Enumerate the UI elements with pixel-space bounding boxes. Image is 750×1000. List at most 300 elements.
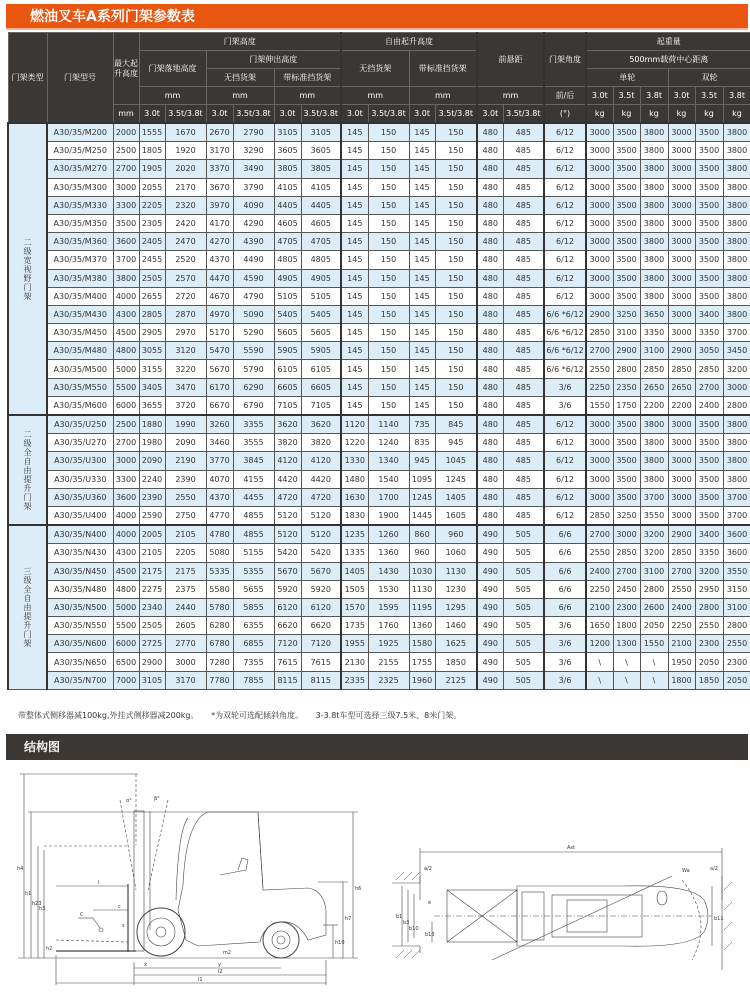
value-cell: 6/12 xyxy=(544,196,586,214)
dim-e: e xyxy=(428,900,432,906)
value-cell: 2550 xyxy=(586,544,613,562)
table-row xyxy=(8,233,750,251)
mast-model-cell: A30/35/N600 xyxy=(47,635,113,653)
value-cell: 3500 xyxy=(695,506,723,525)
value-cell: 6/12 xyxy=(544,160,586,178)
value-cell: 2350 xyxy=(613,378,640,396)
value-cell: 145 xyxy=(341,142,368,160)
value-cell: 485 xyxy=(503,233,544,251)
table-row xyxy=(8,342,750,360)
value-cell: 3000 xyxy=(586,214,613,232)
value-cell: 3500 xyxy=(695,123,723,142)
value-cell: 480 xyxy=(477,142,503,160)
value-cell: 3500 xyxy=(613,434,640,452)
value-cell: 1905 xyxy=(139,160,165,178)
value-cell: 3800 xyxy=(723,214,750,232)
value-cell: 1120 xyxy=(341,415,368,434)
value-cell: 1060 xyxy=(435,544,477,562)
value-cell: 485 xyxy=(503,287,544,305)
value-cell: 150 xyxy=(368,178,409,196)
value-cell: 3800 xyxy=(640,142,668,160)
value-cell: 480 xyxy=(477,415,503,434)
value-cell: 1200 xyxy=(586,635,613,653)
value-cell: 4120 xyxy=(301,452,341,470)
mast-spec-table xyxy=(7,32,750,690)
value-cell: 5335 xyxy=(206,562,233,580)
value-cell: 3700 xyxy=(640,488,668,506)
dim-b11: b11 xyxy=(714,916,724,922)
value-cell: 3500 xyxy=(613,470,640,488)
value-cell: 3490 xyxy=(233,160,274,178)
footnote-side-shifter: 带整体式侧移器减100kg,外挂式侧移器减200kg。 xyxy=(18,711,199,720)
col-mast-model: 门架型号 xyxy=(47,33,113,124)
value-cell: 2455 xyxy=(139,251,165,269)
value-cell: 1480 xyxy=(341,470,368,488)
value-cell: 4390 xyxy=(233,233,274,251)
table-row xyxy=(8,251,750,269)
value-cell: 5670 xyxy=(206,360,233,378)
value-cell: 485 xyxy=(503,160,544,178)
value-cell: 485 xyxy=(503,123,544,142)
value-cell: 2100 xyxy=(668,635,695,653)
value-cell: 4470 xyxy=(206,269,233,287)
value-cell: 145 xyxy=(409,178,435,196)
value-cell: 5090 xyxy=(233,305,274,323)
table-row xyxy=(8,452,750,470)
value-cell: 3000 xyxy=(586,142,613,160)
value-cell: 480 xyxy=(477,396,503,415)
value-cell: 2905 xyxy=(139,324,165,342)
value-cell: 2325 xyxy=(368,671,409,689)
value-cell: 480 xyxy=(477,160,503,178)
value-cell: 6290 xyxy=(233,378,274,396)
value-cell: 3350 xyxy=(640,324,668,342)
value-cell: 2790 xyxy=(233,123,274,142)
value-cell: 2400 xyxy=(586,562,613,580)
unit-kg: kg xyxy=(586,105,613,124)
value-cell: 1235 xyxy=(341,525,368,544)
value-cell: 3800 xyxy=(723,269,750,287)
value-cell: 1760 xyxy=(368,617,409,635)
value-cell: 2250 xyxy=(668,617,695,635)
value-cell: 7355 xyxy=(233,653,274,671)
value-cell: 485 xyxy=(503,415,544,434)
value-cell: 1950 xyxy=(668,653,695,671)
value-cell: 3800 xyxy=(640,287,668,305)
dim-h3: h3 xyxy=(39,906,46,912)
value-cell: 2100 xyxy=(586,598,613,616)
value-cell: 4090 xyxy=(233,196,274,214)
value-cell: 3800 xyxy=(723,160,750,178)
value-cell: 2170 xyxy=(165,178,206,196)
value-cell: 1220 xyxy=(341,434,368,452)
value-cell: 3000 xyxy=(586,415,613,434)
value-cell: 145 xyxy=(341,251,368,269)
value-cell: 145 xyxy=(409,305,435,323)
value-cell: 1405 xyxy=(435,488,477,506)
value-cell: 145 xyxy=(409,378,435,396)
value-cell: 480 xyxy=(477,123,503,142)
value-cell: 145 xyxy=(409,324,435,342)
value-cell: 2300 xyxy=(723,653,750,671)
table-row xyxy=(8,142,750,160)
value-cell: 2800 xyxy=(723,617,750,635)
value-cell: 2605 xyxy=(165,617,206,635)
value-cell: 3290 xyxy=(233,142,274,160)
value-cell: 7000 xyxy=(113,671,139,689)
value-cell: 3100 xyxy=(613,324,640,342)
mast-model-cell: A30/35/U330 xyxy=(47,470,113,488)
value-cell: 1650 xyxy=(586,617,613,635)
value-cell: 2450 xyxy=(613,580,640,598)
value-cell: 1570 xyxy=(341,598,368,616)
value-cell: 3000 xyxy=(113,178,139,196)
value-cell: 2500 xyxy=(113,415,139,434)
value-cell: 5405 xyxy=(301,305,341,323)
value-cell: \ xyxy=(586,671,613,689)
value-cell: 5000 xyxy=(113,360,139,378)
dim-m2: m2 xyxy=(223,950,232,956)
value-cell: 3355 xyxy=(233,415,274,434)
value-cell: 2550 xyxy=(723,635,750,653)
value-cell: 3550 xyxy=(640,506,668,525)
value-cell: 7120 xyxy=(274,635,301,653)
col-mast-type: 门架类型 xyxy=(8,33,47,124)
value-cell: 145 xyxy=(409,251,435,269)
value-cell: 2420 xyxy=(165,214,206,232)
value-cell: 2470 xyxy=(165,233,206,251)
value-cell: 4070 xyxy=(206,470,233,488)
value-cell: 3500 xyxy=(613,415,640,434)
col-mast-angle: 门架角度 xyxy=(544,33,586,87)
value-cell: 2320 xyxy=(165,196,206,214)
value-cell: 1960 xyxy=(409,671,435,689)
value-cell: 1140 xyxy=(368,415,409,434)
value-cell: 480 xyxy=(477,178,503,196)
value-cell: 6105 xyxy=(274,360,301,378)
value-cell: 6/6 *6/12 xyxy=(544,342,586,360)
value-cell: 5655 xyxy=(233,580,274,598)
dim-h23: h23 xyxy=(32,901,42,907)
value-cell: 6/12 xyxy=(544,452,586,470)
value-cell: 3600 xyxy=(113,233,139,251)
value-cell: 150 xyxy=(435,214,477,232)
ton-3-5-3-8: 3.5t/3.8t xyxy=(503,105,544,124)
value-cell: 150 xyxy=(435,160,477,178)
value-cell: 5290 xyxy=(233,324,274,342)
value-cell: 150 xyxy=(435,360,477,378)
value-cell: 1330 xyxy=(341,452,368,470)
value-cell: 6/12 xyxy=(544,415,586,434)
value-cell: 1530 xyxy=(368,580,409,598)
value-cell: 5420 xyxy=(274,544,301,562)
value-cell: 4770 xyxy=(206,506,233,525)
value-cell: 505 xyxy=(503,635,544,653)
value-cell: 6/12 xyxy=(544,287,586,305)
value-cell: 5420 xyxy=(301,544,341,562)
value-cell: 485 xyxy=(503,269,544,287)
mast-model-cell: A30/35/M430 xyxy=(47,305,113,323)
value-cell: 6/12 xyxy=(544,178,586,196)
value-cell: 4780 xyxy=(206,525,233,544)
value-cell: 3100 xyxy=(723,598,750,616)
value-cell: 3000 xyxy=(586,160,613,178)
value-cell: 2505 xyxy=(139,617,165,635)
col-free-no-backrest: 无挡货架 xyxy=(341,51,409,87)
value-cell: 3500 xyxy=(613,452,640,470)
value-cell: 2770 xyxy=(165,635,206,653)
value-cell: 2700 xyxy=(695,378,723,396)
dim-ast: Ast xyxy=(567,845,575,851)
mast-model-cell: A30/35/N430 xyxy=(47,544,113,562)
value-cell: 6/6 xyxy=(544,562,586,580)
value-cell: 150 xyxy=(368,142,409,160)
value-cell: 2500 xyxy=(113,142,139,160)
value-cell: 6000 xyxy=(113,396,139,415)
mast-model-cell: A30/35/M300 xyxy=(47,178,113,196)
value-cell: 8115 xyxy=(274,671,301,689)
value-cell: 2950 xyxy=(695,580,723,598)
value-cell: 6/6 *6/12 xyxy=(544,305,586,323)
value-cell: 2400 xyxy=(668,598,695,616)
value-cell: 3500 xyxy=(613,142,640,160)
mast-model-cell: A30/35/N550 xyxy=(47,617,113,635)
value-cell: 3000 xyxy=(586,251,613,269)
value-cell: 2105 xyxy=(139,544,165,562)
value-cell: \ xyxy=(640,653,668,671)
value-cell: 1880 xyxy=(139,415,165,434)
value-cell: 4105 xyxy=(301,178,341,196)
value-cell: 145 xyxy=(409,214,435,232)
value-cell: 480 xyxy=(477,251,503,269)
value-cell: 3000 xyxy=(668,415,695,434)
value-cell: 3370 xyxy=(206,160,233,178)
ton-3-8: 3.8t xyxy=(640,87,668,105)
value-cell: 3800 xyxy=(640,434,668,452)
value-cell: 3800 xyxy=(723,415,750,434)
value-cell: 480 xyxy=(477,506,503,525)
value-cell: 5105 xyxy=(301,287,341,305)
value-cell: 3000 xyxy=(668,506,695,525)
table-row xyxy=(8,525,750,544)
value-cell: 3500 xyxy=(695,452,723,470)
value-cell: 4705 xyxy=(301,233,341,251)
value-cell: 4590 xyxy=(233,269,274,287)
value-cell: 505 xyxy=(503,653,544,671)
value-cell: 3055 xyxy=(139,342,165,360)
value-cell: 2000 xyxy=(113,123,139,142)
mast-model-cell: A30/35/N500 xyxy=(47,598,113,616)
value-cell: 3620 xyxy=(274,415,301,434)
value-cell: 4290 xyxy=(233,214,274,232)
value-cell: 3000 xyxy=(668,488,695,506)
value-cell: 505 xyxy=(503,671,544,689)
unit-mm: mm xyxy=(139,87,206,105)
value-cell: 150 xyxy=(435,396,477,415)
value-cell: 145 xyxy=(341,269,368,287)
value-cell: 3600 xyxy=(113,488,139,506)
value-cell: 150 xyxy=(368,123,409,142)
value-cell: 2650 xyxy=(640,378,668,396)
value-cell: 5120 xyxy=(274,525,301,544)
value-cell: 4300 xyxy=(113,544,139,562)
value-cell: 2505 xyxy=(139,269,165,287)
side-view-drawing xyxy=(8,770,378,995)
value-cell: 6/6 xyxy=(544,598,586,616)
mast-model-cell: A30/35/M450 xyxy=(47,324,113,342)
unit-degree: (°) xyxy=(544,105,586,124)
value-cell: 485 xyxy=(503,251,544,269)
value-cell: 2850 xyxy=(695,360,723,378)
dim-a2-right: a/2 xyxy=(710,866,718,872)
value-cell: 3805 xyxy=(274,160,301,178)
value-cell: 3800 xyxy=(723,305,750,323)
value-cell: 2405 xyxy=(139,233,165,251)
col-free-lift: 自由起升高度 xyxy=(341,33,477,51)
value-cell: 3/6 xyxy=(544,378,586,396)
col-front-overhang: 前悬距 xyxy=(477,33,544,87)
mast-model-cell: A30/35/U400 xyxy=(47,506,113,525)
value-cell: 3700 xyxy=(723,324,750,342)
dim-b10: b10 xyxy=(409,926,419,932)
table-row xyxy=(8,378,750,396)
value-cell: 6355 xyxy=(233,617,274,635)
value-cell: 5920 xyxy=(274,580,301,598)
value-cell: 4500 xyxy=(113,562,139,580)
value-cell: 3600 xyxy=(723,544,750,562)
value-cell: 3000 xyxy=(586,123,613,142)
value-cell: 7280 xyxy=(206,653,233,671)
section-title-structure: 结构图 xyxy=(6,734,748,760)
value-cell: 3555 xyxy=(233,434,274,452)
value-cell: 505 xyxy=(503,598,544,616)
value-cell: 4000 xyxy=(113,525,139,544)
value-cell: 2590 xyxy=(139,506,165,525)
value-cell: 1130 xyxy=(409,580,435,598)
value-cell: 3800 xyxy=(640,178,668,196)
value-cell: 3000 xyxy=(668,214,695,232)
unit-mm: mm xyxy=(341,87,409,105)
mast-model-cell: A30/35/M500 xyxy=(47,360,113,378)
value-cell: 2020 xyxy=(165,160,206,178)
value-cell: 2200 xyxy=(640,396,668,415)
value-cell: 3000 xyxy=(586,196,613,214)
value-cell: 1045 xyxy=(435,452,477,470)
value-cell: 7120 xyxy=(301,635,341,653)
value-cell: 3000 xyxy=(668,305,695,323)
dim-h10: h10 xyxy=(335,940,345,946)
value-cell: 860 xyxy=(409,525,435,544)
value-cell: 3/6 xyxy=(544,671,586,689)
value-cell: 2205 xyxy=(139,196,165,214)
value-cell: 3800 xyxy=(640,160,668,178)
value-cell: 3820 xyxy=(274,434,301,452)
value-cell: 4705 xyxy=(274,233,301,251)
table-row xyxy=(8,653,750,671)
value-cell: 7615 xyxy=(301,653,341,671)
value-cell: 3500 xyxy=(613,287,640,305)
value-cell: 4170 xyxy=(206,214,233,232)
value-cell: 735 xyxy=(409,415,435,434)
value-cell: 2440 xyxy=(165,598,206,616)
value-cell: 3000 xyxy=(668,452,695,470)
value-cell: 490 xyxy=(477,671,503,689)
value-cell: 1920 xyxy=(165,142,206,160)
value-cell: 4000 xyxy=(113,506,139,525)
value-cell: 2900 xyxy=(668,342,695,360)
value-cell: 150 xyxy=(435,287,477,305)
value-cell: 490 xyxy=(477,635,503,653)
value-cell: 2970 xyxy=(165,324,206,342)
value-cell: 4805 xyxy=(301,251,341,269)
mast-model-cell: A30/35/M400 xyxy=(47,287,113,305)
value-cell: 1630 xyxy=(341,488,368,506)
value-cell: 4405 xyxy=(274,196,301,214)
value-cell: 2125 xyxy=(435,671,477,689)
value-cell: 2240 xyxy=(139,470,165,488)
value-cell: 150 xyxy=(435,123,477,142)
col-mast-height: 门架高度 xyxy=(139,33,341,51)
value-cell: 3000 xyxy=(723,378,750,396)
value-cell: 2305 xyxy=(139,214,165,232)
value-cell: 3000 xyxy=(586,178,613,196)
value-cell: 6/12 xyxy=(544,214,586,232)
value-cell: 4670 xyxy=(206,287,233,305)
value-cell: 480 xyxy=(477,269,503,287)
value-cell: 1850 xyxy=(695,671,723,689)
value-cell: 6/12 xyxy=(544,251,586,269)
value-cell: 3800 xyxy=(723,233,750,251)
value-cell: 3500 xyxy=(695,488,723,506)
value-cell: 4490 xyxy=(233,251,274,269)
value-cell: 2005 xyxy=(139,525,165,544)
dim-h7: h7 xyxy=(345,916,352,922)
value-cell: 1955 xyxy=(341,635,368,653)
value-cell: 3000 xyxy=(668,123,695,142)
value-cell: 3650 xyxy=(640,305,668,323)
unit-kg: kg xyxy=(695,105,723,124)
ton-3-0: 3.0t xyxy=(409,105,435,124)
ton-3-5-3-8: 3.5t/3.8t xyxy=(301,105,341,124)
value-cell: 3845 xyxy=(233,452,274,470)
unit-kg: kg xyxy=(723,105,750,124)
value-cell: 2850 xyxy=(640,360,668,378)
value-cell: 1245 xyxy=(409,488,435,506)
dim-h1: h1 xyxy=(25,891,32,897)
value-cell: 3450 xyxy=(723,342,750,360)
value-cell: 3150 xyxy=(723,580,750,598)
value-cell: 485 xyxy=(503,378,544,396)
value-cell: 2175 xyxy=(139,562,165,580)
value-cell: 480 xyxy=(477,434,503,452)
value-cell: 1850 xyxy=(435,653,477,671)
value-cell: \ xyxy=(586,653,613,671)
value-cell: 3405 xyxy=(139,378,165,396)
value-cell: 5670 xyxy=(274,562,301,580)
value-cell: 3000 xyxy=(668,160,695,178)
value-cell: 145 xyxy=(341,178,368,196)
value-cell: 3500 xyxy=(695,434,723,452)
value-cell: 145 xyxy=(409,142,435,160)
col-free-with-backrest: 带标准挡货架 xyxy=(409,51,477,87)
value-cell: 490 xyxy=(477,617,503,635)
value-cell: 1605 xyxy=(435,506,477,525)
value-cell: 1700 xyxy=(368,488,409,506)
value-cell: 4790 xyxy=(233,287,274,305)
table-row xyxy=(8,562,750,580)
unit-kg: kg xyxy=(668,105,695,124)
value-cell: 3500 xyxy=(695,214,723,232)
